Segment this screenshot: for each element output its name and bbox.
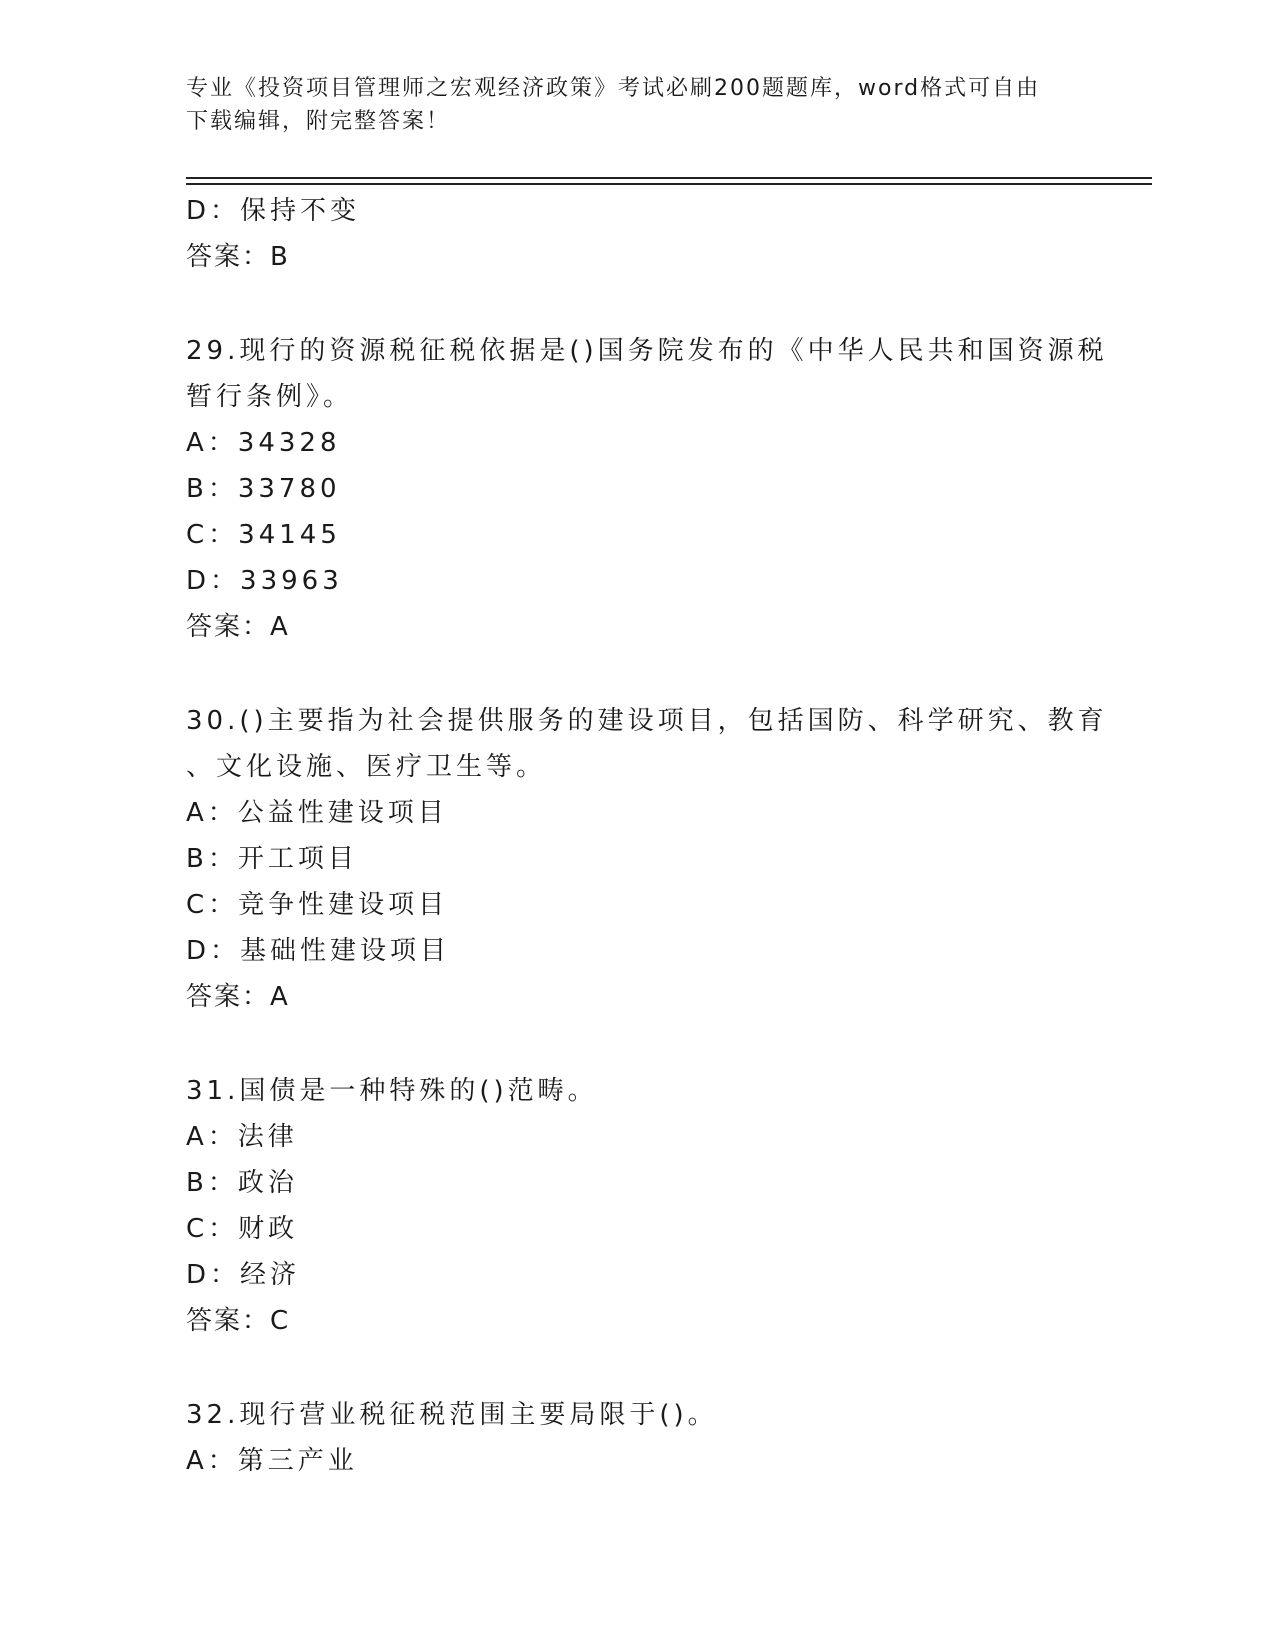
option-c: C：财政: [186, 1214, 299, 1244]
option-d: D：保持不变: [186, 196, 361, 226]
document-header: [186, 72, 1086, 138]
question-stem-continued: 暂行条例》。: [186, 382, 354, 412]
option-a: A：公益性建设项目: [186, 798, 448, 828]
answer: 答案：B: [186, 242, 290, 272]
question-stem: 32.现行营业税征税范围主要局限于()。: [186, 1400, 718, 1430]
option-d: D：经济: [186, 1260, 301, 1290]
option-c: C：竞争性建设项目: [186, 890, 449, 920]
spacer: [186, 1344, 1086, 1392]
option-a: A：第三产业: [186, 1446, 358, 1476]
answer: 答案：C: [186, 1306, 291, 1336]
header-line-2: 下载编辑，附完整答案！: [186, 109, 451, 134]
spacer: [186, 1020, 1086, 1068]
option-b: B：政治: [186, 1168, 298, 1198]
question-31: [186, 1068, 1086, 1344]
header-line-1: 专业《投资项目管理师之宏观经济政策》考试必刷200题题库，word格式可自由: [186, 76, 1041, 101]
header-divider-bottom: [186, 183, 1152, 185]
question-30: [186, 698, 1108, 1020]
question-32: [186, 1392, 1086, 1484]
question-stem-continued: 、文化设施、医疗卫生等。: [186, 752, 547, 782]
option-a: A：法律: [186, 1122, 298, 1152]
header-divider-top: [186, 177, 1152, 179]
question-29: [186, 328, 1108, 650]
spacer: [186, 280, 1086, 328]
option-c: C：34145: [186, 520, 341, 550]
option-d: D：基础性建设项目: [186, 936, 451, 966]
answer: 答案：A: [186, 982, 290, 1012]
option-b: B：33780: [186, 474, 341, 504]
question-stem: 30.()主要指为社会提供服务的建设项目，包括国防、科学研究、教育: [186, 706, 1108, 736]
option-a: A：34328: [186, 428, 341, 458]
question-stem: 29.现行的资源税征税依据是()国务院发布的《中华人民共和国资源税: [186, 336, 1108, 366]
option-d: D：33963: [186, 566, 343, 596]
answer: 答案：A: [186, 612, 290, 642]
question-stem: 31.国债是一种特殊的()范畴。: [186, 1076, 598, 1106]
document-body: [186, 188, 1108, 1484]
spacer: [186, 650, 1086, 698]
option-b: B：开工项目: [186, 844, 358, 874]
